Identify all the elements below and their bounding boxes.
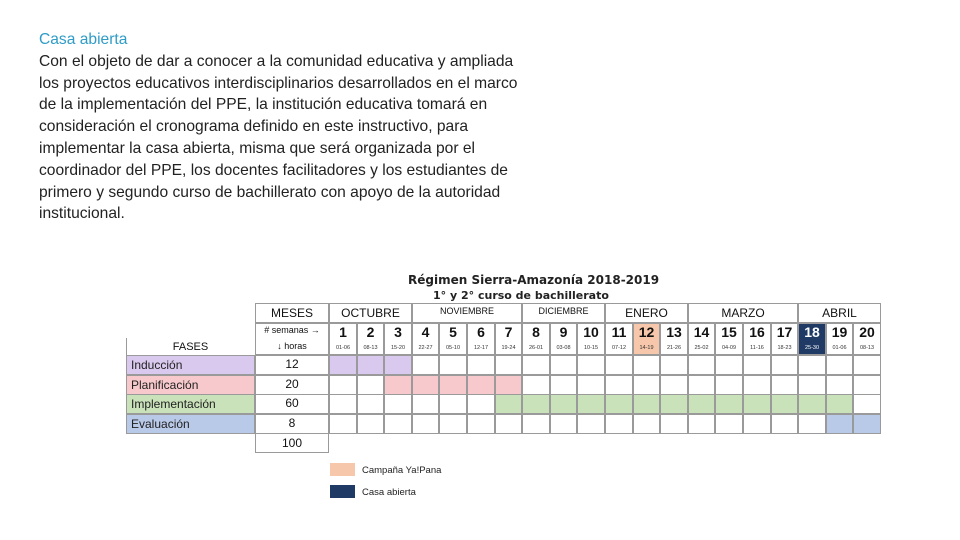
schedule-cell	[715, 355, 743, 375]
schedule-cell	[633, 414, 660, 434]
week-number: 14	[693, 324, 710, 340]
legend-swatch-open-house	[330, 485, 355, 498]
schedule-cell	[384, 414, 412, 434]
schedule-cell	[577, 375, 605, 395]
week-number: 19	[831, 324, 848, 340]
week-dates: 01-06	[335, 345, 351, 351]
weeks-label: # semanas →	[264, 325, 320, 335]
week-dates: 03-08	[556, 345, 571, 351]
schedule-cell	[577, 394, 605, 414]
schedule-cell	[329, 394, 357, 414]
schedule-cell	[743, 394, 771, 414]
week-dates: 11-16	[750, 345, 764, 351]
schedule-cell	[439, 375, 467, 395]
schedule-cell	[550, 394, 577, 414]
week-number: 11	[611, 324, 627, 340]
schedule-cell	[853, 355, 881, 375]
schedule-cell	[467, 375, 495, 395]
schedule-cell	[798, 355, 826, 375]
week-number: 8	[532, 324, 540, 340]
schedule-cell	[550, 375, 577, 395]
schedule-cell	[771, 375, 798, 395]
schedule-cell	[853, 394, 881, 414]
week-dates: 15-20	[390, 345, 406, 351]
schedule-cell	[660, 375, 688, 395]
schedule-cell	[605, 375, 633, 395]
schedule-cell	[467, 355, 495, 375]
schedule-cell	[660, 394, 688, 414]
schedule-cell	[495, 414, 522, 434]
schedule-cell	[412, 375, 439, 395]
schedule-cell	[605, 394, 633, 414]
schedule-cell	[329, 375, 357, 395]
schedule-cell	[522, 375, 550, 395]
schedule-cell	[357, 355, 384, 375]
schedule-cell	[522, 394, 550, 414]
week-dates: 08-13	[363, 345, 378, 351]
schedule-cell	[495, 375, 522, 395]
hours-label: ↓ horas	[277, 341, 307, 351]
schedule-title: Régimen Sierra-Amazonía 2018-2019	[408, 273, 660, 287]
week-number: 10	[583, 324, 599, 340]
intro-paragraph: Con el objeto de dar a conocer a la comunidad educativa y ampliada los proyectos educativos interdisciplinarios desarrollados en el marco de la implementación del PPE, la institución educativa tomará en consideración el cronograma definido en este instructivo, para implementar la casa abierta, misma que será organizada por el coordinador del PPE, los docentes facilitadores y los estudiantes de primero y segundo curso de bachillerato con apoyo de la autoridad institucional.	[39, 52, 518, 223]
schedule-cell	[715, 414, 743, 434]
week-dates: 25-30	[804, 345, 820, 351]
week-number: 20	[859, 324, 875, 340]
schedule-cell	[798, 394, 826, 414]
schedule-cell	[853, 375, 881, 395]
schedule-cell	[633, 375, 660, 395]
schedule-cell	[577, 355, 605, 375]
months-header: MESES	[270, 306, 313, 320]
schedule-cell	[439, 355, 467, 375]
phases-header: FASES	[172, 341, 209, 353]
schedule-cell	[688, 355, 715, 375]
week-dates: 21-26	[666, 345, 682, 351]
schedule-cell	[495, 355, 522, 375]
phase-label: Planificación	[126, 375, 255, 395]
week-number: 3	[394, 324, 402, 340]
schedule-cell	[688, 394, 715, 414]
phase-hours: 12	[285, 357, 299, 371]
schedule-cell	[688, 414, 715, 434]
schedule-cell	[550, 355, 577, 375]
schedule-cell	[412, 414, 439, 434]
month-label: OCTUBRE	[341, 306, 400, 320]
phase-hours: 8	[288, 416, 296, 430]
schedule-cell	[605, 355, 633, 375]
schedule-cell	[771, 414, 798, 434]
schedule-cell	[660, 355, 688, 375]
schedule-cell	[826, 375, 853, 395]
week-dates: 18-23	[777, 345, 792, 351]
schedule-cell	[743, 375, 771, 395]
schedule-cell	[743, 414, 771, 434]
week-number: 1	[339, 324, 347, 340]
schedule-cell	[826, 355, 853, 375]
schedule-cell	[633, 394, 660, 414]
week-number: 17	[776, 324, 793, 340]
week-number: 4	[421, 324, 430, 340]
schedule-cell	[357, 414, 384, 434]
intro-heading: Casa abierta	[39, 31, 128, 48]
schedule-cell	[522, 355, 550, 375]
schedule-cell	[439, 394, 467, 414]
week-number: 16	[749, 324, 765, 340]
week-dates: 05-10	[445, 345, 461, 351]
schedule-cell	[605, 414, 633, 434]
week-number: 15	[721, 324, 737, 340]
week-dates: 12-17	[473, 345, 489, 351]
schedule-cell	[771, 355, 798, 375]
schedule-cell	[357, 375, 384, 395]
phase-label: Evaluación	[126, 414, 255, 434]
legend-label-open-house: Casa abierta	[362, 487, 416, 498]
week-dates: 25-02	[694, 345, 709, 351]
month-label: MARZO	[721, 306, 765, 320]
schedule-cell	[412, 394, 439, 414]
schedule-cell	[743, 355, 771, 375]
legend-swatch-campaign	[330, 463, 355, 476]
schedule-cell	[577, 414, 605, 434]
schedule-cell	[495, 394, 522, 414]
week-dates: 19-24	[501, 345, 516, 351]
month-label: NOVIEMBRE	[439, 306, 494, 316]
schedule-cell	[329, 414, 357, 434]
schedule-cell	[688, 375, 715, 395]
schedule-cell	[715, 394, 743, 414]
schedule-cell	[826, 414, 853, 434]
week-number: 2	[366, 324, 375, 340]
schedule-cell	[633, 355, 660, 375]
schedule-cell	[329, 355, 357, 375]
week-number: 7	[504, 324, 513, 340]
schedule-cell	[467, 414, 495, 434]
schedule-cell	[853, 414, 881, 434]
schedule-cell	[522, 414, 550, 434]
schedule-cell	[412, 355, 439, 375]
week-number: 6	[477, 324, 485, 340]
month-label: ENERO	[625, 306, 668, 320]
week-dates: 04-09	[721, 345, 737, 351]
schedule-cell	[798, 414, 826, 434]
schedule-subtitle: 1° y 2° curso de bachillerato	[433, 289, 609, 302]
week-dates: 22-27	[418, 345, 433, 351]
schedule-cell	[384, 355, 412, 375]
week-dates: 10-15	[583, 345, 599, 351]
schedule-cell	[384, 375, 412, 395]
phase-label: Implementación	[126, 394, 255, 414]
week-number: 13	[666, 324, 682, 340]
schedule-cell	[715, 375, 743, 395]
week-number: 5	[449, 324, 457, 340]
schedule-cell	[771, 394, 798, 414]
schedule-cell	[798, 375, 826, 395]
schedule-cell	[660, 414, 688, 434]
schedule-cell	[550, 414, 577, 434]
week-dates: 14-19	[639, 345, 654, 351]
week-dates: 08-13	[859, 345, 875, 351]
schedule-cell	[826, 394, 853, 414]
schedule-cell	[357, 394, 384, 414]
legend-label-campaign: Campaña Ya!Pana	[362, 465, 442, 476]
week-dates: 01-06	[832, 345, 847, 351]
phase-hours: 20	[285, 377, 299, 391]
month-label: ABRIL	[822, 306, 857, 320]
schedule-cell	[467, 394, 495, 414]
schedule-cell	[439, 414, 467, 434]
total-hours: 100	[281, 436, 303, 450]
week-dates: 07-12	[611, 345, 627, 351]
week-number: 9	[559, 324, 568, 340]
phase-hours: 60	[285, 396, 299, 410]
week-number: 18	[804, 324, 820, 340]
month-label: DICIEMBRE	[538, 306, 589, 316]
week-number: 12	[638, 324, 655, 340]
schedule-cell	[384, 394, 412, 414]
week-dates: 26-01	[528, 345, 544, 351]
phase-label: Inducción	[126, 355, 255, 375]
